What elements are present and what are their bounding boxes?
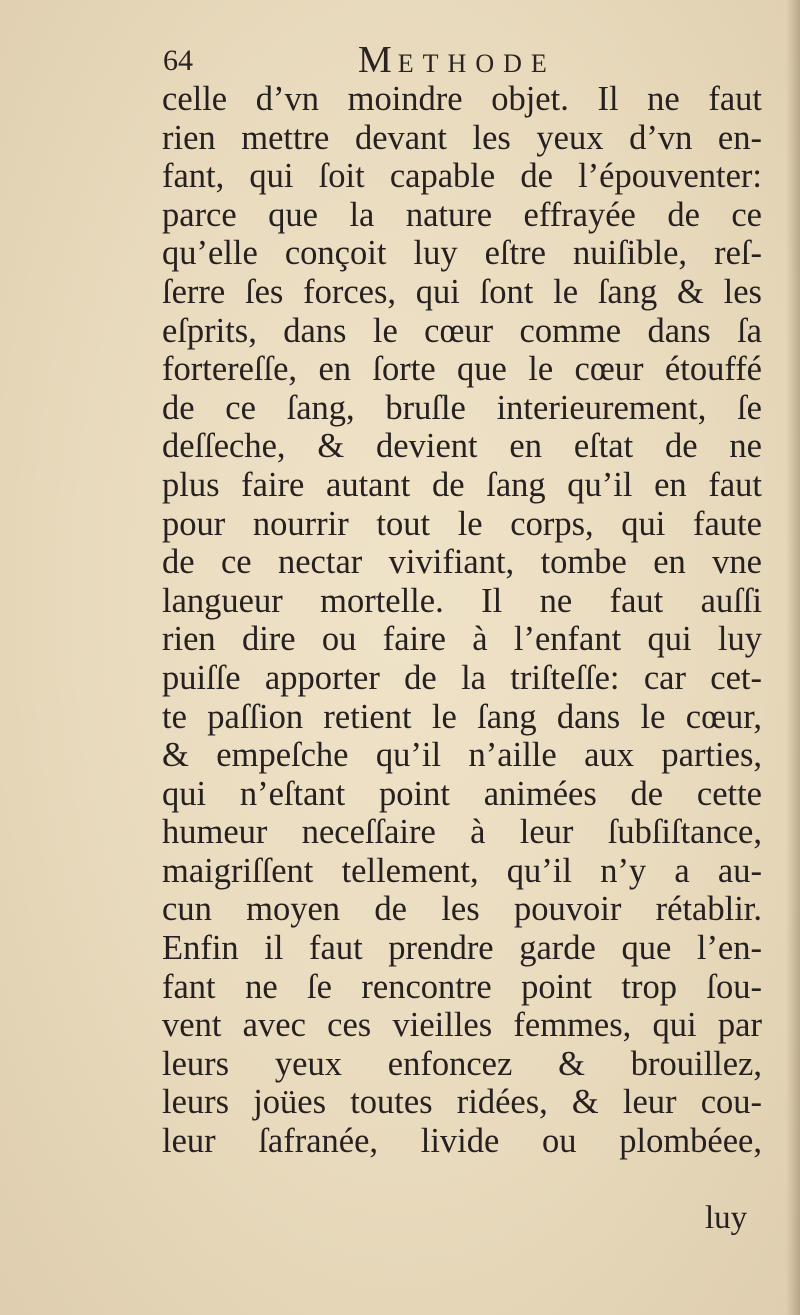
text-line: maigriſſent tellement, qu’il n’y a au- <box>162 851 762 890</box>
body-text <box>162 80 762 1161</box>
text-line: rien dire ou faire à l’enfant qui luy <box>162 620 762 659</box>
text-line: de ce ſang, bruſle interieurement, ſe <box>162 388 762 427</box>
text-line: de ce nectar vivifiant, tombe en vne <box>162 543 762 582</box>
text-line: cun moyen de les pouvoir rétablir. <box>162 890 762 929</box>
text-line: pour nourrir tout le corps, qui faute <box>162 504 762 543</box>
text-line: deſſeche, & devient en eſtat de ne <box>162 427 762 466</box>
text-line: ſerre ſes forces, qui ſont le ſang & les <box>162 272 762 311</box>
text-line: fant, qui ſoit capable de l’épouventer: <box>162 157 762 196</box>
text-line: leurs joües toutes ridées, & leur cou- <box>162 1083 762 1122</box>
text-line: rien mettre devant les yeux d’vn en- <box>162 118 762 157</box>
text-line: fant ne ſe rencontre point trop ſou- <box>162 967 762 1006</box>
text-line: qu’elle conçoit luy eſtre nuiſible, reſ- <box>162 234 762 273</box>
catchword: luy <box>705 1200 748 1236</box>
text-line: vent avec ces vieilles femmes, qui par <box>162 1006 762 1045</box>
text-line: leurs yeux enfoncez & brouillez, <box>162 1044 762 1083</box>
running-head-initial: M <box>358 39 398 81</box>
text-line: fortereſſe, en ſorte que le cœur étouffé <box>162 350 762 389</box>
text-line: puiſſe apporter de la triſteſſe: car cet- <box>162 658 762 697</box>
text-line: humeur neceſſaire à leur ſubſiſtance, <box>162 813 762 852</box>
text-line: leur ſafranée, livide ou plombéee, <box>162 1122 762 1161</box>
running-head <box>358 38 556 82</box>
page-number: 64 <box>163 44 193 77</box>
text-line: Enfin il faut prendre garde que l’en- <box>162 929 762 968</box>
text-line: langueur mortelle. Il ne faut auſſi <box>162 581 762 620</box>
text-line: & empeſche qu’il n’aille aux parties, <box>162 736 762 775</box>
text-line: qui n’eſtant point animées de cette <box>162 774 762 813</box>
running-head-rest: ETHODE <box>397 49 556 78</box>
text-line: te paſſion retient le ſang dans le cœur, <box>162 697 762 736</box>
text-line: celle d’vn moindre objet. Il ne faut <box>162 80 762 118</box>
text-line: eſprits, dans le cœur comme dans ſa <box>162 311 762 350</box>
text-line: plus faire autant de ſang qu’il en faut <box>162 465 762 504</box>
text-line: parce que la nature effrayée de ce <box>162 195 762 234</box>
page-edge-shadow <box>786 0 800 1315</box>
